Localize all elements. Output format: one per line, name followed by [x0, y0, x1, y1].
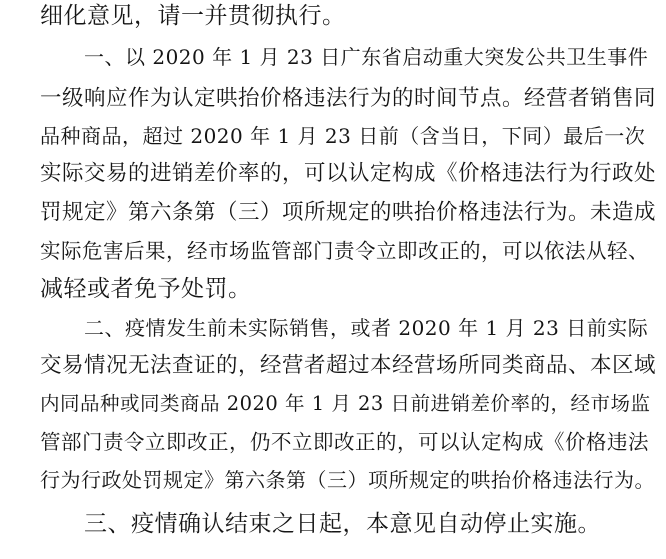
paragraph-one-line-3: 品种商品，超过 2020 年 1 月 23 日前（含当日，下同）最后一次 [40, 124, 646, 148]
paragraph-three-line-1: 三、疫情确认结束之日起，本意见自动停止实施。 [84, 511, 601, 537]
paragraph-two-line-5: 行为行政处罚规定》第六条第（三）项所规定的哄抬价格违法行为。 [40, 468, 655, 492]
paragraph-two-line-2: 交易情况无法查证的，经营者超过本经营场所同类商品、本区域 [40, 353, 657, 378]
paragraph-two-line-4: 管部门责令立即改正，仍不立即改正的，可以认定构成《价格违法 [40, 430, 649, 454]
paragraph-one-line-4: 实际交易的进销差价率的，可以认定构成《价格违法行为行政处 [40, 161, 657, 186]
paragraph-two-line-3: 内同品种或同类商品 2020 年 1 月 23 日前进销差价率的，经市场监 [40, 392, 651, 415]
paragraph-one-line-6: 实际危害后果，经市场监管部门责令立即改正的，可以依法从轻、 [40, 239, 649, 263]
paragraph-one-line-7: 减轻或者免予处罚。 [40, 276, 252, 302]
paragraph-one-line-1: 一、以 2020 年 1 月 23 日广东省启动重大突发公共卫生事件 [84, 45, 649, 69]
paragraph-one-line-2: 一级响应作为认定哄抬价格违法行为的时间节点。经营者销售同 [40, 86, 657, 111]
paragraph-two-line-1: 二、疫情发生前未实际销售，或者 2020 年 1 月 23 日前实际 [84, 316, 649, 340]
paragraph-intro-line-1: 细化意见，请一并贯彻执行。 [40, 3, 346, 29]
paragraph-one-line-5: 罚规定》第六条第（三）项所规定的哄抬价格违法行为。未造成 [40, 200, 657, 225]
